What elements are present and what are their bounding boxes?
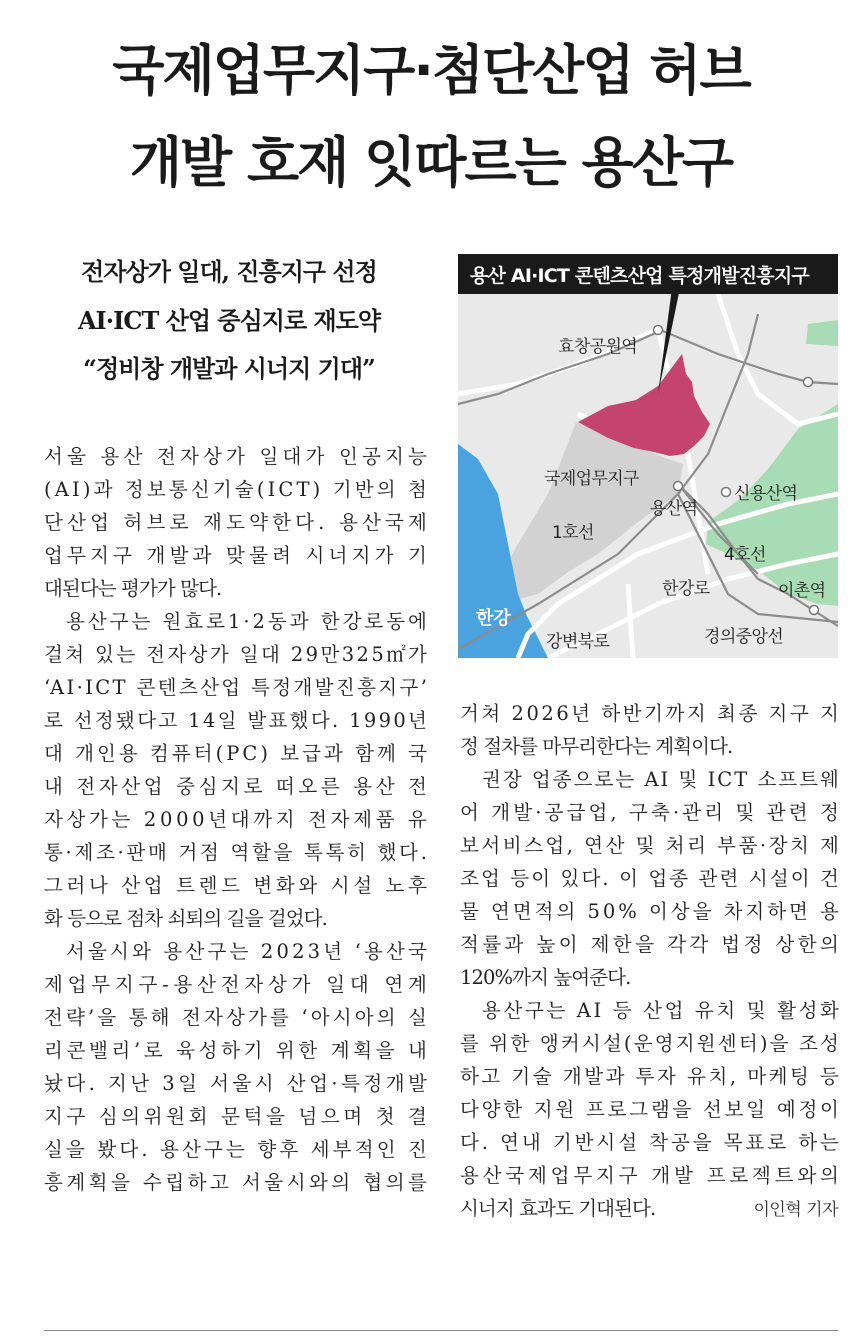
body-line: 자상가는 2000년대까지 전자제품 유 — [44, 808, 431, 831]
body-line: 하고 기술 개발과 투자 유치, 마케팅 등 — [460, 1065, 842, 1088]
body-line: 통·제조·판매 거점 역할을 톡톡히 했다. — [44, 841, 430, 864]
body-line: 전략’을 통해 전자상가를 ‘아시아의 실 — [44, 1006, 431, 1029]
label-intl-district: 국제업무지구 — [544, 469, 639, 489]
body-line: 다양한 지원 프로그램을 선보일 예정이 — [460, 1098, 842, 1121]
body-line: 업무지구 개발과 맞물려 시너지가 기 — [44, 544, 432, 567]
body-line: 로 선정됐다고 14일 발표했다. 1990년 — [44, 709, 430, 732]
body-line: 용산구는 AI 등 산업 유치 및 활성화 — [482, 999, 842, 1022]
label-hangang: 한강 — [476, 608, 511, 629]
map-park — [806, 320, 838, 346]
headline-line-1: 국제업무지구·첨단산업 허브 — [112, 39, 750, 102]
label-hangangro: 한강로 — [662, 579, 710, 599]
label-line4: 4호선 — [724, 545, 766, 565]
label-line1: 1호선 — [552, 523, 594, 543]
station-sinyongsan — [722, 488, 731, 497]
body-line: 적률과 높이 제한을 각각 법정 상한의 — [460, 933, 843, 956]
label-hyochang: 효창공원역 — [558, 337, 638, 357]
body-line: 대된다는 평가가 많다. — [44, 577, 222, 600]
body-line: 실을 봤다. 용산구는 향후 세부적인 진 — [44, 1138, 431, 1161]
body-line: 단산업 허브로 재도약한다. 용산국제 — [44, 511, 432, 534]
body-line: 정 절차를 마무리한다는 계획이다. — [460, 735, 733, 758]
label-gyeongui: 경의중앙선 — [704, 627, 784, 647]
label-sinyongsan: 신용산역 — [734, 484, 798, 504]
body-line: 그러나 산업 트렌드 변화와 시설 노후 — [44, 874, 431, 897]
body-line: 어 개발·공급업, 구축·관리 및 관련 정 — [460, 801, 843, 824]
byline: 이인혁 기자 — [753, 1200, 838, 1220]
body-line: 지구 심의위원회 문턱을 넘으며 첫 결 — [44, 1105, 431, 1128]
label-yongsan-stn: 용산역 — [650, 499, 698, 519]
body-line: (AI)과 정보통신기술(ICT) 기반의 첨 — [44, 478, 431, 501]
bottom-rule — [44, 1330, 838, 1331]
body-line: 조업 등이 있다. 이 업종 관련 시설이 건 — [460, 867, 842, 890]
body-line: 서울 용산 전자상가 일대가 인공지능 — [44, 445, 432, 468]
station-ichon — [810, 606, 819, 615]
body-line: 물 연면적의 50% 이상을 차지하면 용 — [460, 900, 842, 923]
body-line: 화 등으로 점차 쇠퇴의 길을 걸었다. — [44, 907, 327, 930]
body-line: 120%까지 높여준다. — [460, 966, 631, 989]
body-line: 흥계획을 수립하고 서울시와의 협의를 — [44, 1171, 431, 1194]
subhead-1: 전자상가 일대, 진흥지구 선정 — [81, 257, 377, 286]
label-ichon: 이촌역 — [778, 581, 826, 601]
body-line: 서울시와 용산구는 2023년 ‘용산국 — [66, 940, 431, 963]
body-line: 대 개인용 컴퓨터(PC) 보급과 함께 국 — [44, 742, 430, 765]
body-line: 리콘밸리’로 육성하기 위한 계획을 내 — [44, 1039, 431, 1062]
location-map — [458, 254, 838, 658]
subhead-3: “정비창 개발과 시너지 기대” — [83, 354, 375, 383]
map-title: 용산 AI·ICT 콘텐츠산업 특정개발진흥지구 — [470, 265, 809, 287]
body-line: 용산구는 원효로1·2동과 한강로동에 — [66, 610, 430, 633]
station-hyochang — [654, 326, 663, 335]
subhead-2: AI·ICT 산업 중심지로 재도약 — [77, 306, 381, 335]
body-line: 놨다. 지난 3일 서울시 산업·특정개발 — [44, 1072, 431, 1095]
body-line: 거쳐 2026년 하반기까지 최종 지구 지 — [460, 702, 842, 725]
body-line: 시너지 효과도 기대된다. — [460, 1197, 656, 1220]
body-line: 보서비스업, 연산 및 처리 부품·장치 제 — [460, 834, 842, 857]
body-line: 내 전자산업 중심지로 떠오른 용산 전 — [44, 775, 431, 798]
station-yongsan — [674, 482, 683, 491]
body-line: 를 위한 앵커시설(운영지원센터)을 조성 — [460, 1032, 842, 1055]
body-line: 다. 연내 기반시설 착공을 목표로 하는 — [460, 1131, 842, 1154]
body-line: ‘AI·ICT 콘텐츠산업 특정개발진흥지구’ — [44, 676, 430, 699]
body-line: 권장 업종으로는 AI 및 ICT 소프트웨 — [482, 768, 841, 791]
body-line: 걸쳐 있는 전자상가 일대 29만325㎡가 — [44, 643, 430, 666]
station-north — [804, 378, 813, 387]
label-gangbyeon: 강변북로 — [546, 632, 610, 652]
body-line: 용산국제업무지구 개발 프로젝트와의 — [460, 1164, 843, 1187]
body-line: 제업무지구-용산전자상가 일대 연계 — [44, 973, 432, 996]
headline-line-2: 개발 호재 잇따르는 용산구 — [129, 131, 733, 194]
